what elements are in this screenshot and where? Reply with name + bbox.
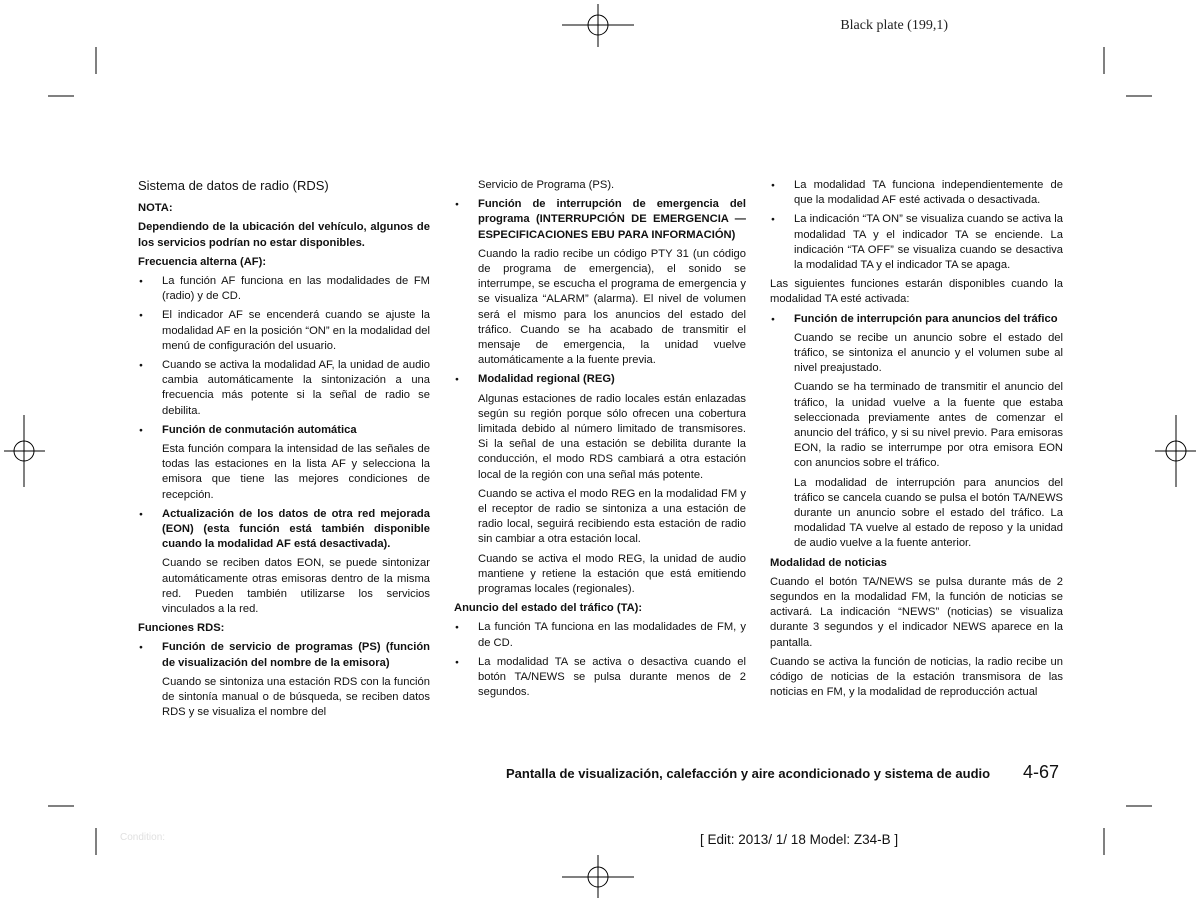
traffic-heading: Anuncio del estado del tráfico (TA): <box>454 602 643 615</box>
ta-bullet-4: ● La indicación “TA ON” se visualiza cuando se activa la modalidad TA y el indicador TA se enciende. La indicación “TA OFF” se visualiza cuando se desactiva la modalidad TA y el indicador TA se apaga. <box>770 212 1063 273</box>
auto-switch-text: Esta función compara la intensidad de las señales de todas las estaciones en la lista AF y selecciona la emisora que tiene las mejores condiciones de recepción. <box>162 443 430 501</box>
ta-bullet-2: ● La modalidad TA se activa o desactiva cuando el botón TA/NEWS se pulsa durante menos de 2 segundos. <box>454 655 746 701</box>
registration-mark-bottom <box>562 855 634 898</box>
traffic-interrupt-text-2: Cuando se ha terminado de transmitir el anuncio del tráfico, la unidad vuelve a la fuente que estaba seleccionada previamente antes de comenzar el anuncio del tráfico, y si su nivel previo. Para emisoras EON, la radio se interrumpe por otra emisora EON con anuncios sobre el tráfico. <box>794 381 1063 470</box>
traffic-interrupt-text-1: Cuando se recibe un anuncio sobre el estado del tráfico, se sintoniza el anuncio y el volumen sube al nivel preajustado. <box>794 331 1063 375</box>
traffic-interrupt-heading: ● Función de interrupción para anuncios del tráfico <box>770 312 1063 327</box>
af-bullet-2: ● El indicador AF se encenderá cuando se ajuste la modalidad AF en la posición “ON” en la modalidad del menú de configuración del usuario. <box>138 308 430 354</box>
column-1 <box>138 178 430 725</box>
regional-text-2: Cuando se activa el modo REG en la modalidad FM y el receptor de radio se sintoniza a una estación de radio local, seguirá recibiendo esta estación de radio sin cambiar a otra estación local. <box>478 487 746 546</box>
af-bullet-1: ● La función AF funciona en las modalidades de FM (radio) y de CD. <box>138 274 430 304</box>
eon-text: Cuando se reciben datos EON, se puede sintonizar automáticamente otras emisoras dentro de la misma red. Pueden también utilizarse los servicios vinculados a la red. <box>162 557 430 616</box>
registration-mark-top <box>562 4 634 47</box>
edit-model-info: [ Edit: 2013/ 1/ 18 Model: Z34-B ] <box>700 832 899 847</box>
regional-text-1: Algunas estaciones de radio locales están enlazadas según su región porque sólo ofrecen una cobertura limitada debido al número limitado de transmisores. Si la señal de una estación se debilita durante la conducción, el modo RDS cambiará a otra estación local de la región con una señal más potente. <box>478 392 746 481</box>
section-title: Sistema de datos de radio (RDS) <box>138 178 329 193</box>
regional-heading: ● Modalidad regional (REG) <box>454 372 746 387</box>
ps-text-continued: Servicio de Programa (PS). <box>478 179 615 191</box>
column-3 <box>770 178 1063 705</box>
traffic-interrupt-text-3: La modalidad de interrupción para anuncios del tráfico se cancela cuando se pulsa el botón TA/NEWS durante un anuncio sobre el estado del tráfico. La modalidad TA vuelve al estado de reposo y la unidad de audio vuelve a la fuente anterior. <box>794 476 1063 550</box>
registration-mark-right <box>1155 415 1196 487</box>
rds-functions-heading: Funciones RDS: <box>138 622 225 635</box>
news-text-1: Cuando el botón TA/NEWS se pulsa durante más de 2 segundos en la modalidad FM, la función de noticias se activará. La indicación “NEWS” (noticias) se visualiza durante 3 segundos y el indicador NEWS aparece en la pantalla. <box>770 575 1063 649</box>
news-text-2: Cuando se activa la función de noticias, la radio recibe un código de noticias de la estación transmisora de las noticias en FM, y la modalidad de reproducción actual <box>770 655 1063 699</box>
af-bullet-3: ● Cuando se activa la modalidad AF, la unidad de audio cambia automáticamente la sintonización a una frecuencia más potente si la señal de radio se debilita. <box>138 358 430 419</box>
column-2 <box>454 178 746 705</box>
ps-text: Cuando se sintoniza una estación RDS con la función de sintonía manual o de búsqueda, se reciben datos RDS y se visualiza el nombre del <box>162 675 430 719</box>
regional-text-3: Cuando se activa el modo REG, la unidad de audio mantiene y retiene la estación que está emitiendo programas locales (regionales). <box>478 552 746 596</box>
ta-available-text: Las siguientes funciones estarán disponibles cuando la modalidad TA esté activada: <box>770 278 1063 306</box>
note-text: Dependiendo de la ubicación del vehículo, algunos de los servicios podrían no estar disponibles. <box>138 221 430 249</box>
ta-bullet-3: ● La modalidad TA funciona independientemente de que la modalidad AF esté activada o desactivada. <box>770 178 1063 208</box>
ps-heading: ● Función de servicio de programas (PS) (función de visualización del nombre de la emisora) <box>138 640 430 670</box>
emergency-heading: ● Función de interrupción de emergencia del programa (INTERRUPCIÓN DE EMERGENCIA — ESPECIFICACIONES EBU PARA INFORMACIÓN) <box>454 197 746 243</box>
black-plate-label: Black plate (199,1) <box>840 18 948 33</box>
auto-switch-heading: ● Función de conmutación automática <box>138 423 430 438</box>
condition-label: Condition: <box>120 832 166 843</box>
footer-chapter-title: Pantalla de visualización, calefacción y aire acondicionado y sistema de audio <box>506 766 991 781</box>
eon-heading: ● Actualización de los datos de otra red mejorada (EON) (esta función está también disponible cuando la modalidad AF está desactivada). <box>138 507 430 553</box>
emergency-text: Cuando la radio recibe un código PTY 31 (un código de programa de emergencia), el sonido se interrumpe, se escucha el programa de emergencia y se visualiza “ALARM” (alarma). El nivel de volumen será el mismo para los anuncios del estado del tráfico. Cuando se ha acabado de transmitir el mensaje de emergencia, la unidad vuelve automáticamente a la fuente previa. <box>478 247 746 367</box>
ta-bullet-1: ● La función TA funciona en las modalidades de FM, y de CD. <box>454 620 746 650</box>
registration-mark-left <box>4 415 45 487</box>
af-heading: Frecuencia alterna (AF): <box>138 255 267 268</box>
news-heading: Modalidad de noticias <box>770 556 887 569</box>
page-number: 4-67 <box>1023 762 1060 782</box>
note-label: NOTA: <box>138 202 173 215</box>
